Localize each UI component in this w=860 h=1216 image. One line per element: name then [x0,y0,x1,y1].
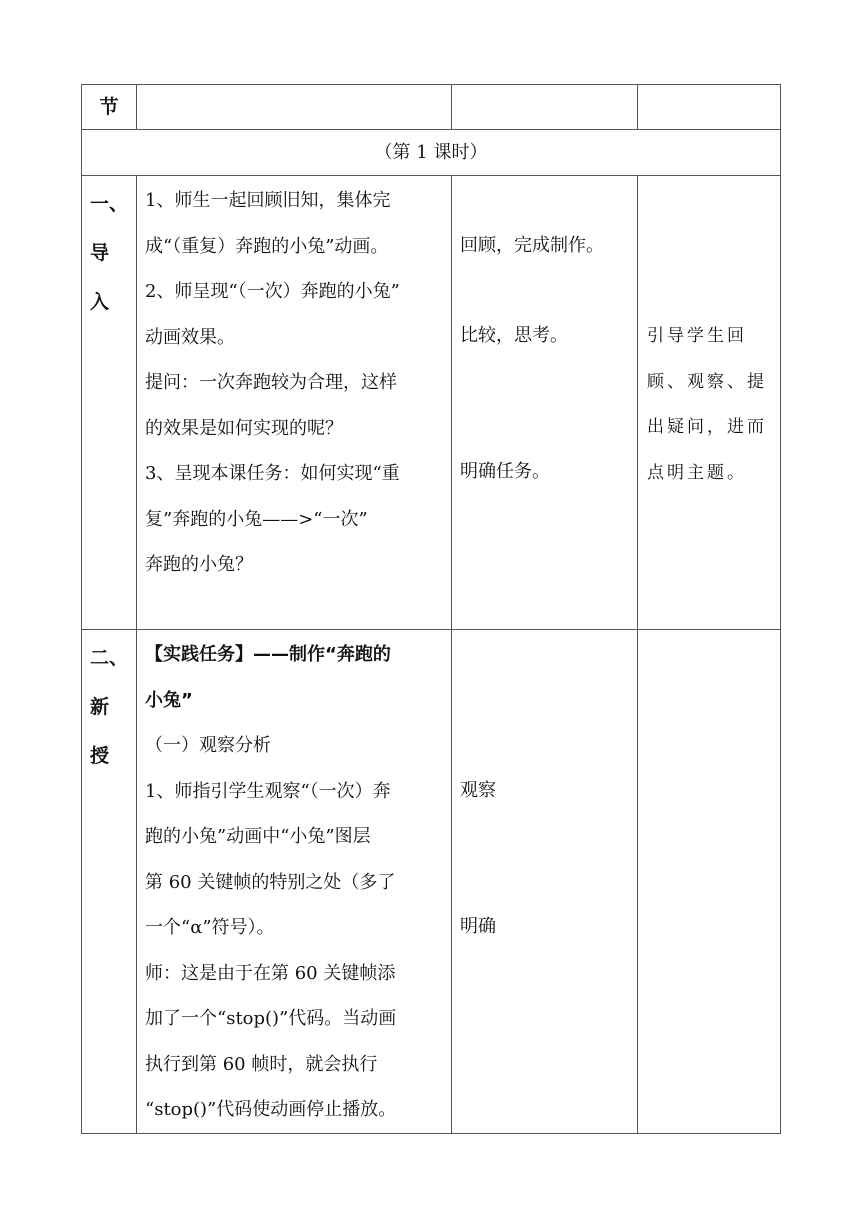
teacher-activity-cell [137,630,452,1134]
student-activity-cell [452,176,638,630]
text-line: 师：这是由于在第 60 关键帧添 [145,962,396,984]
header-row [82,85,781,130]
text-line: 1、师生一起回顾旧知，集体完 [145,190,391,211]
text-line: 1、师指引学生观察“（一次）奔 [145,780,391,802]
header-label: 节 [99,96,119,118]
lesson-title-row [82,130,781,176]
text-line: 3、呈现本课任务：如何实现“重 [145,463,400,484]
section-label-line: 入 [90,291,110,313]
text-line: 2、师呈现“（一次）奔跑的小兔” [145,281,400,302]
text-line: 奔跑的小兔？ [145,554,253,575]
section-intro-row [82,176,781,630]
text-line: 动画效果。 [145,326,235,348]
lesson-plan-table [81,84,781,1134]
section-label-line: 一、 [90,193,129,215]
section-new-label [82,630,137,1134]
section-intro-label [82,176,137,630]
task-heading-line: 小兔” [145,689,193,711]
header-label-cell [82,85,137,130]
text-line: 提问：一次奔跑较为合理，这样 [145,372,397,393]
purpose-line: 出疑问，进而 [647,417,767,437]
text-line: 执行到第 60 帧时，就会执行 [145,1053,378,1075]
text-line: 的效果是如何实现的呢？ [145,417,343,439]
student-activity: 明确任务。 [460,461,550,482]
purpose-line: 顾、观察、提 [647,371,767,392]
lesson-title: （第 1 课时） [82,130,781,176]
purpose-line: 点明主题。 [647,462,747,483]
text-line: 成“（重复）奔跑的小兔”动画。 [145,235,389,257]
section-label-line: 二、 [90,647,129,669]
design-purpose-cell [638,630,781,1134]
header-empty-cell [638,85,781,130]
header-empty-cell [137,85,452,130]
design-purpose-cell [638,176,781,630]
header-empty-cell [452,85,638,130]
text-line: 加了一个“stop()”代码。当动画 [145,1008,397,1029]
text-line: “stop()”代码使动画停止播放。 [145,1099,397,1120]
text-line: 第 60 关键帧的特别之处（多了 [145,871,396,893]
teacher-activity-cell [137,176,452,630]
text-line: （一）观察分析 [145,735,271,756]
section-new-row [82,630,781,1134]
section-label-line: 新 [90,696,110,718]
section-label-line: 导 [90,242,110,264]
student-activity: 观察 [460,780,496,801]
student-activity: 回顾，完成制作。 [460,235,604,256]
task-heading-line: 【实践任务】——制作“奔跑的 [145,644,391,665]
text-line: 跑的小兔”动画中“小兔”图层 [145,826,371,847]
purpose-line: 引导学生回 [647,326,747,346]
student-activity-cell [452,630,638,1134]
section-label-line: 授 [90,745,110,767]
text-line: 一个“α”符号）。 [145,917,275,938]
student-activity: 比较，思考。 [460,325,568,346]
student-activity: 明确 [460,916,496,937]
text-line: 复”奔跑的小兔——>“一次” [145,508,368,530]
